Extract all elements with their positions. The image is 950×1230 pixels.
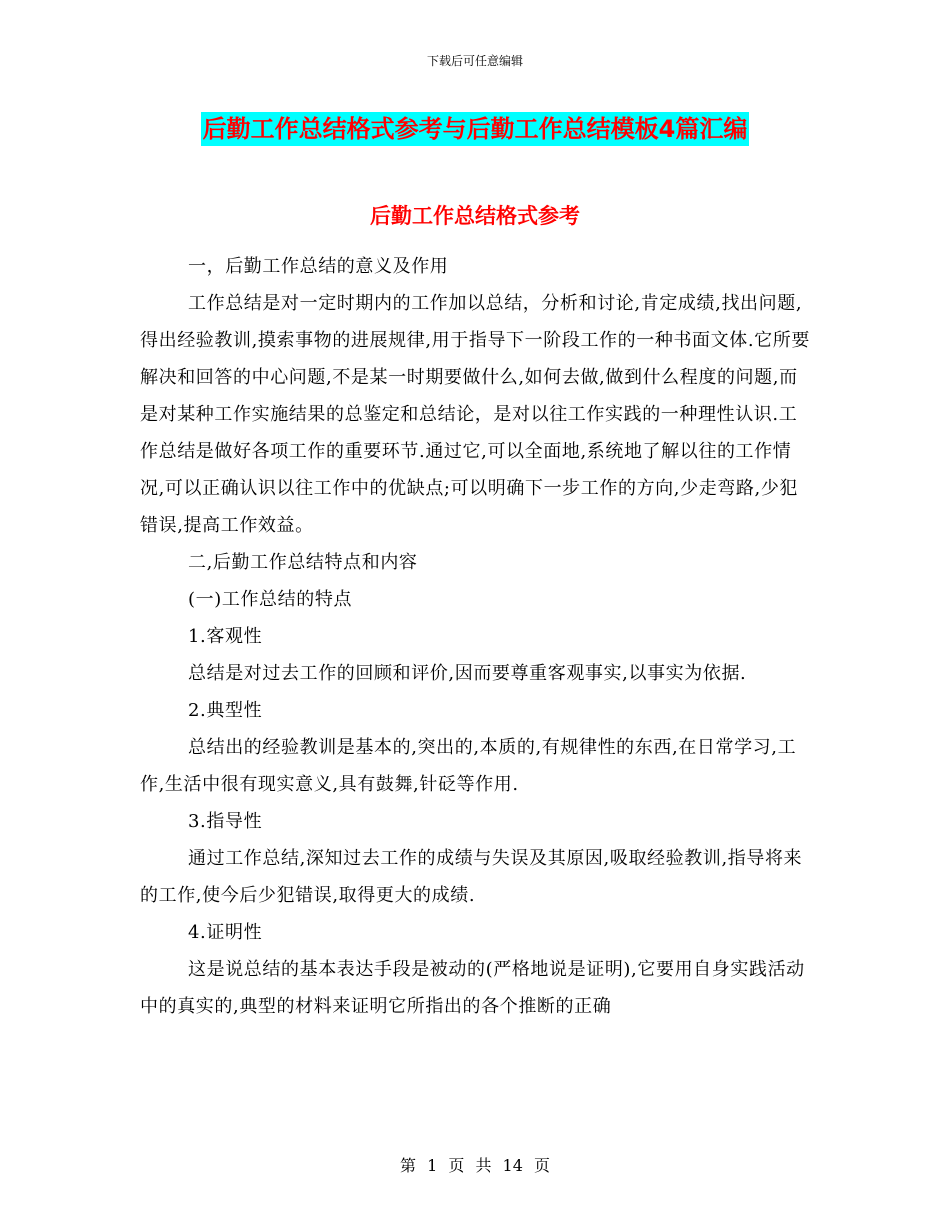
heading-1: 一，后勤工作总结的意义及作用 (188, 256, 449, 277)
list-item-heading: 4.证明性 (188, 922, 263, 943)
subheading: (一)工作总结的特点 (188, 589, 353, 610)
list-item-heading: 2.典型性 (188, 700, 263, 721)
section-title: 后勤工作总结格式参考 (370, 204, 580, 228)
paragraph: 工作总结是对一定时期内的工作加以总结，分析和讨论,肯定成绩,找出问题,得出经验教训,摸索事物的进展规律,用于指导下一阶段工作的一种书面文体.它所要解决和回答的中心问题,不是某一时期要做什么,如何去做,做到什么程度的问题,而是对某种工作实施结果的总鉴定和总结论，是对以往工作实践的一种理性认识.工作总结是做好各项工作的重要环节.通过它,可以全面地,系统地了解以往的工作情况,可以正确认识以往工作中的优缺点;可以明确下一步工作的方向,少走弯路,少犯错误,提高工作效益。 (140, 293, 810, 536)
page-footer: 第 1 页 共 14 页 (400, 1156, 550, 1175)
paragraph: 通过工作总结,深知过去工作的成绩与失误及其原因,吸取经验教训,指导将来的工作,使今后少犯错误,取得更大的成绩. (140, 848, 803, 906)
document-body (140, 248, 812, 1025)
paragraph: 这是说总结的基本表达手段是被动的(严格地说是证明),它要用自身实践活动中的真实的,典型的材料来证明它所指出的各个推断的正确 (140, 959, 805, 1017)
main-title-container (0, 112, 950, 146)
main-title: 后勤工作总结格式参考与后勤工作总结模板4篇汇编 (201, 112, 750, 146)
paragraph: 总结出的经验教训是基本的,突出的,本质的,有规律性的东西,在日常学习,工作,生活中很有现实意义,具有鼓舞,针砭等作用. (140, 737, 797, 795)
paragraph: 总结是对过去工作的回顾和评价,因而要尊重客观事实,以事实为依据. (188, 663, 747, 684)
heading-2: 二,后勤工作总结特点和内容 (188, 552, 418, 573)
list-item-heading: 1.客观性 (188, 626, 263, 647)
header-note: 下载后可任意编辑 (426, 54, 523, 68)
list-item-heading: 3.指导性 (188, 811, 263, 832)
